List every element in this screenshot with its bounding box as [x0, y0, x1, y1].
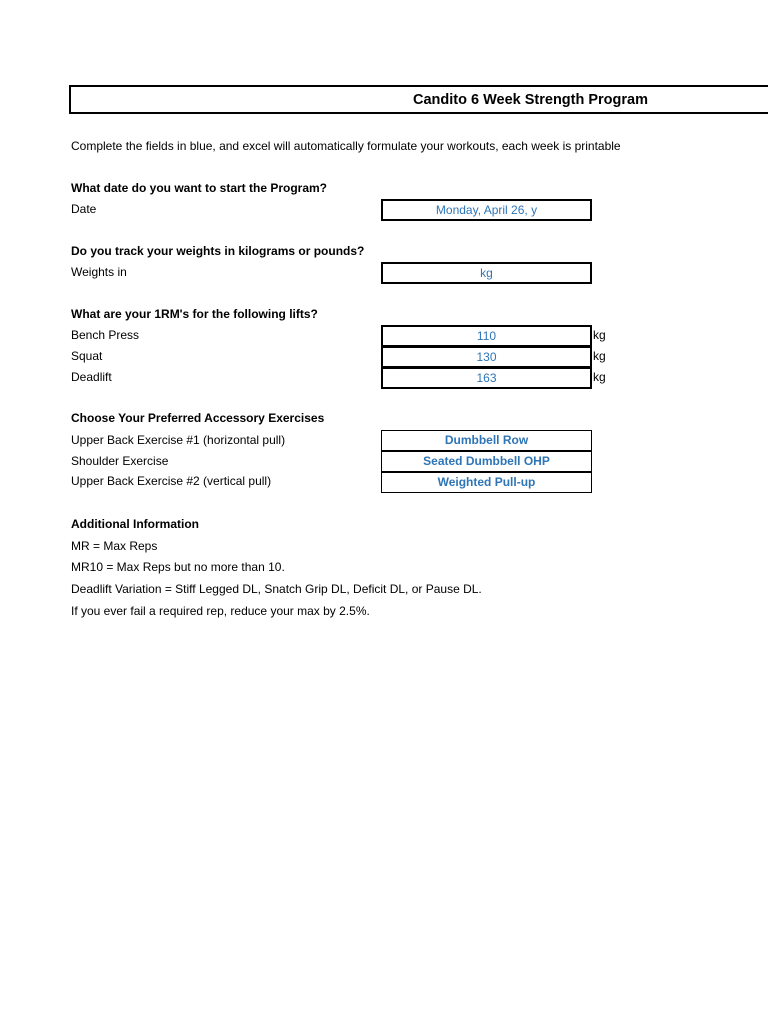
- additional-line: If you ever fail a required rep, reduce your max by 2.5%.: [71, 604, 370, 618]
- upper-back-1-field[interactable]: Dumbbell Row: [381, 430, 592, 451]
- additional-line: MR10 = Max Reps but no more than 10.: [71, 560, 285, 574]
- shoulder-field[interactable]: Seated Dumbbell OHP: [381, 451, 592, 472]
- additional-line: MR = Max Reps: [71, 539, 158, 553]
- deadlift-field[interactable]: 163: [381, 367, 592, 389]
- bench-press-label: Bench Press: [71, 328, 140, 342]
- start-date-label: Date: [71, 202, 97, 216]
- accessory-heading: Choose Your Preferred Accessory Exercises: [71, 411, 325, 425]
- units-label: Weights in: [71, 265, 127, 279]
- squat-unit: kg: [593, 349, 606, 363]
- squat-field[interactable]: 130: [381, 346, 592, 368]
- upper-back-2-label: Upper Back Exercise #2 (vertical pull): [71, 474, 272, 488]
- page-title: Candito 6 Week Strength Program: [413, 92, 648, 108]
- upper-back-1-label: Upper Back Exercise #1 (horizontal pull): [71, 433, 286, 447]
- start-date-field[interactable]: Monday, April 26, y: [381, 199, 592, 221]
- intro-text: Complete the fields in blue, and excel will automatically formulate your workouts, each week is printable: [71, 139, 621, 153]
- bench-press-unit: kg: [593, 328, 606, 342]
- deadlift-unit: kg: [593, 370, 606, 384]
- title-box: [69, 85, 768, 114]
- deadlift-label: Deadlift: [71, 370, 112, 384]
- additional-heading: Additional Information: [71, 517, 199, 531]
- additional-line: Deadlift Variation = Stiff Legged DL, Snatch Grip DL, Deficit DL, or Pause DL.: [71, 582, 482, 596]
- squat-label: Squat: [71, 349, 103, 363]
- one-rm-question: What are your 1RM's for the following lifts?: [71, 307, 318, 321]
- bench-press-field[interactable]: 110: [381, 325, 592, 347]
- start-date-question: What date do you want to start the Program?: [71, 181, 328, 195]
- upper-back-2-field[interactable]: Weighted Pull-up: [381, 472, 592, 493]
- shoulder-label: Shoulder Exercise: [71, 454, 169, 468]
- units-field[interactable]: kg: [381, 262, 592, 284]
- units-question: Do you track your weights in kilograms or pounds?: [71, 244, 365, 258]
